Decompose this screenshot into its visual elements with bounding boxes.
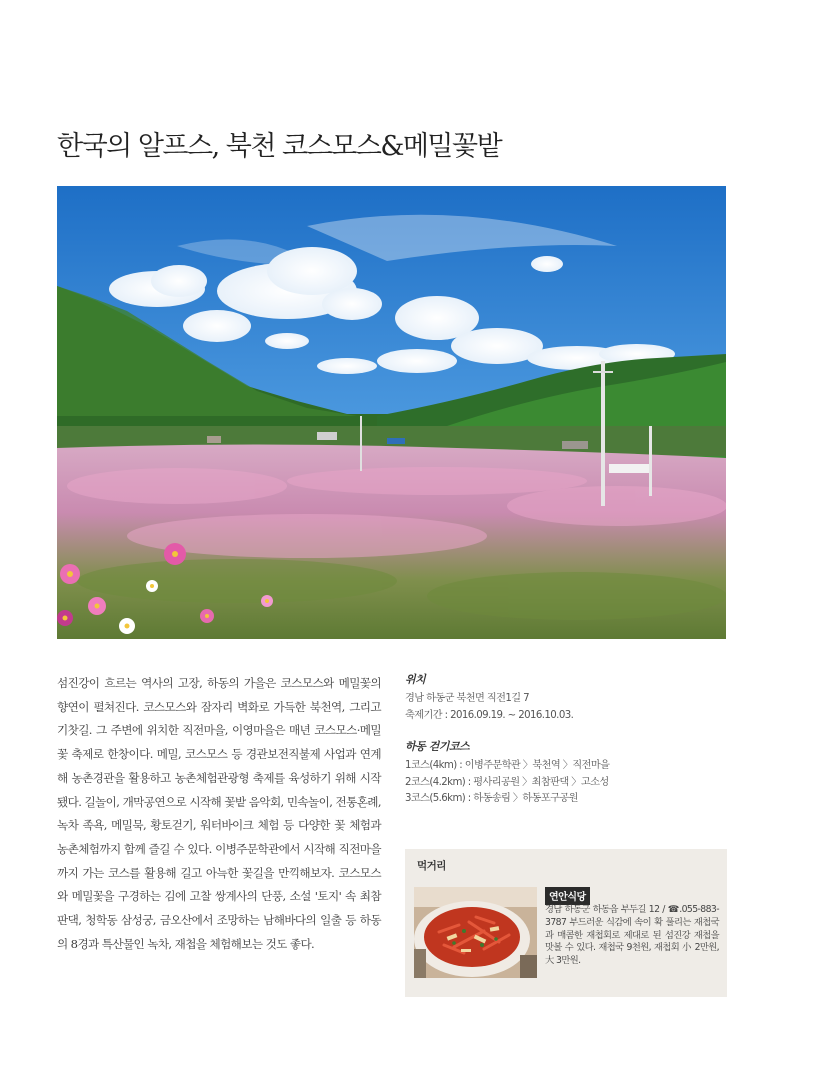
walking-course-item: 3코스(5.6km) : 하동송림 〉하동포구공원 [405, 793, 578, 804]
food-photo [414, 887, 537, 978]
restaurant-description: 경남 하동군 하동읍 부두길 12 / ☎.055-883-3787 부드러운 식감에 속이 확 풀리는 재첩국과 매콤한 재첩회로 제대로 된 섬진강 재첩을 맛볼 수 있다. 재첩국 9천원, 재첩회 小 2만원, 大 3만원. [545, 904, 719, 967]
restaurant-name-label: 연안식당 [545, 887, 590, 905]
cosmos-field-photo [57, 186, 726, 639]
article-body: 섬진강이 흐르는 역사의 고장, 하동의 가을은 코스모스와 메밀꽃의 향연이 펼쳐진다. 코스모스와 잠자리 벽화로 가득한 북천역, 그리고 기찻길. 그 주변에 위치한 직전마을, 이영마을은 매년 코스모스·메밀꽃 축제로 한창이다. 메밀, 코스모스 등 경관보전직불제 사업과 연계해 농촌경관을 활용하고 농촌체험관광형 축제를 육성하기 위해 시작됐다. 길놀이, 개막공연으로 시작해 꽃밭 음악회, 민속놀이, 전통혼례, 녹차 족욕, 메밀묵, 황토걷기, 워터바이크 체험 등 다양한 꽃 체험과 농촌체험까지 함께 즐길 수 있다. 이병주문학관에서 시작해 직전마을까지 가는 코스를 활용해 길고 아늑한 꽃길을 만끽해보자. 코스모스와 메밀꽃을 구경하는 김에 고찰 쌍계사의 단풍, 소설 '토지' 속 최참판댁, 청학동 삼성궁, 금오산에서 조망하는 남해바다의 일출 등 하동의 8경과 특산물인 녹차, 재첩을 체험해보는 것도 좋다. [57, 676, 381, 951]
food-info-box [405, 849, 727, 997]
location-section [405, 671, 727, 724]
walking-course-item: 2코스(4.2km) : 평사리공원 〉최참판댁 〉고소성 [405, 776, 609, 788]
walking-course-item: 1코스(4km) : 이병주문학관 〉북천역 〉직전마을 [405, 760, 610, 771]
walking-course-section [405, 738, 727, 808]
location-heading: 위치 [405, 673, 426, 686]
location-address: 경남 하동군 북천면 직전1길 7 [405, 693, 529, 704]
festival-period: 축제기간 : 2016.09.19. ~ 2016.10.03. [405, 709, 574, 721]
walking-course-heading: 하동 걷기코스 [405, 740, 470, 753]
food-heading: 먹거리 [417, 860, 446, 872]
page-title: 한국의 알프스, 북천 코스모스&메밀꽃밭 [57, 131, 502, 162]
